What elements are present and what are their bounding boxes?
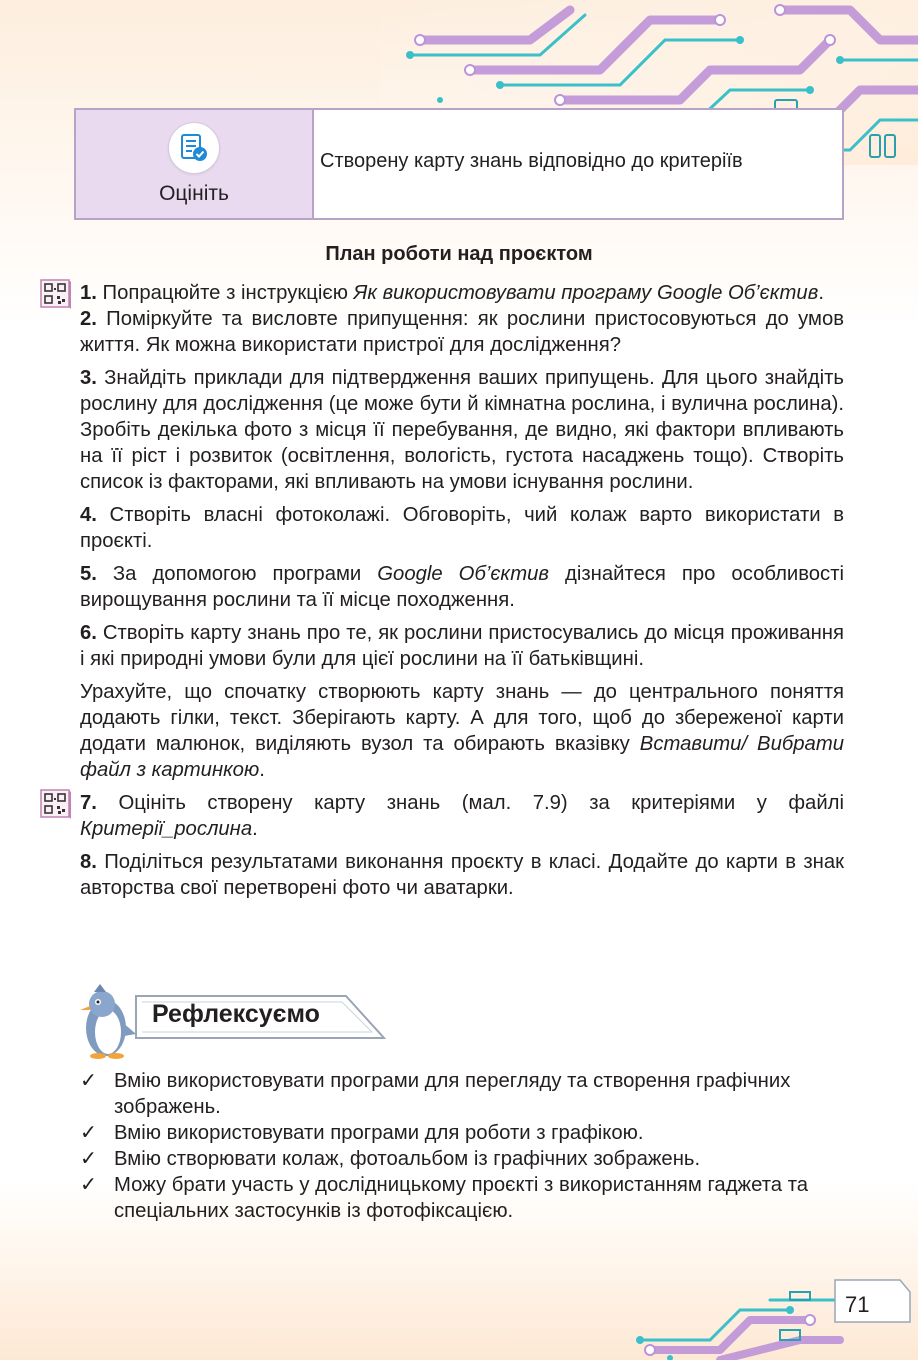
criteria-description: Створену карту знань відповідно до критеріїв bbox=[320, 149, 743, 172]
reflect-checklist bbox=[80, 1068, 844, 1224]
page-number: 71 bbox=[845, 1292, 870, 1317]
criteria-table bbox=[74, 108, 844, 220]
list-item: ✓ Можу брати участь у дослідницькому проєкті з використанням гаджета та спеціальних застосунків із фотофіксацією. bbox=[80, 1174, 809, 1222]
check-icon: ✓ bbox=[80, 1122, 97, 1144]
plan-title: План роботи над проєктом bbox=[325, 243, 593, 265]
checklist-icon bbox=[168, 122, 220, 174]
penguin-icon bbox=[80, 984, 136, 1059]
list-item: ✓ Вмію використовувати програми для перегляду та створення графічних зображень. bbox=[80, 1070, 791, 1118]
note-paragraph: Урахуйте, що спочатку створюють карту знань — до центрального поняття додають гілки, текст. Зберігають карту. А для того, щоб до збереженої карти додати малюнок, виділяють вузол та обирають вказівку Вставити/ Вибрати файл з картинкою. bbox=[80, 681, 845, 781]
step-1: 1. Попрацюйте з інструкцією Як використовувати програму Google Об’єктив. bbox=[80, 280, 844, 306]
list-item: ✓ Вмію створювати колаж, фотоальбом із графічних зображень. bbox=[80, 1148, 701, 1170]
qr-code-icon[interactable] bbox=[40, 789, 72, 819]
step-4: 4. Створіть власні фотоколажі. Обговоріть, чий колаж варто використати в проєкті. bbox=[80, 504, 844, 552]
list-item: ✓ Вмію використовувати програми для роботи з графікою. bbox=[80, 1122, 644, 1144]
step-3: 3. Знайдіть приклади для підтвердження ваших припущень. Для цього знайдіть рослину для дослідження (це може бути й кімнатна рослина, і вулична рослина). Зробіть декілька фото з місця її перебування, де видно, які фактори впливають на її ріст і розвиток (освітлення, вологість, густота насаджень тощо). Створіть список із факторами, які впливають на умови існування рослини. bbox=[80, 367, 844, 493]
step-7: 7. Оцініть створену карту знань (мал. 7.9) за критеріями у файлі Критерії_рослина. bbox=[80, 790, 844, 842]
qr-code-icon[interactable] bbox=[40, 279, 72, 309]
check-icon: ✓ bbox=[80, 1174, 97, 1196]
plan-steps bbox=[80, 280, 844, 908]
reflect-title: Рефлексуємо bbox=[152, 1000, 320, 1028]
check-icon: ✓ bbox=[80, 1148, 97, 1170]
check-icon: ✓ bbox=[80, 1070, 97, 1092]
step-6: 6. Створіть карту знань про те, як рослини пристосувались до місця проживання і які природні умови були для цієї рослини на її батьківщині. bbox=[80, 622, 844, 670]
step-2: 2. Поміркуйте та висловте припущення: як рослини пристосовуються до умов життя. Як можна використати пристрої для дослідження? bbox=[80, 308, 844, 356]
criteria-label-cell bbox=[76, 110, 314, 218]
step-8: 8. Поділіться результатами виконання проєкту в класі. Додайте до карти в знак авторства свої перетворені фото чи аватарки. bbox=[80, 851, 844, 899]
criteria-label: Оцініть bbox=[159, 182, 229, 205]
circuit-decoration-bottom bbox=[610, 1270, 918, 1360]
step-5: 5. За допомогою програми Google Об’єктив дізнайтеся про особливості вирощування рослини та її місце походження. bbox=[80, 563, 844, 611]
